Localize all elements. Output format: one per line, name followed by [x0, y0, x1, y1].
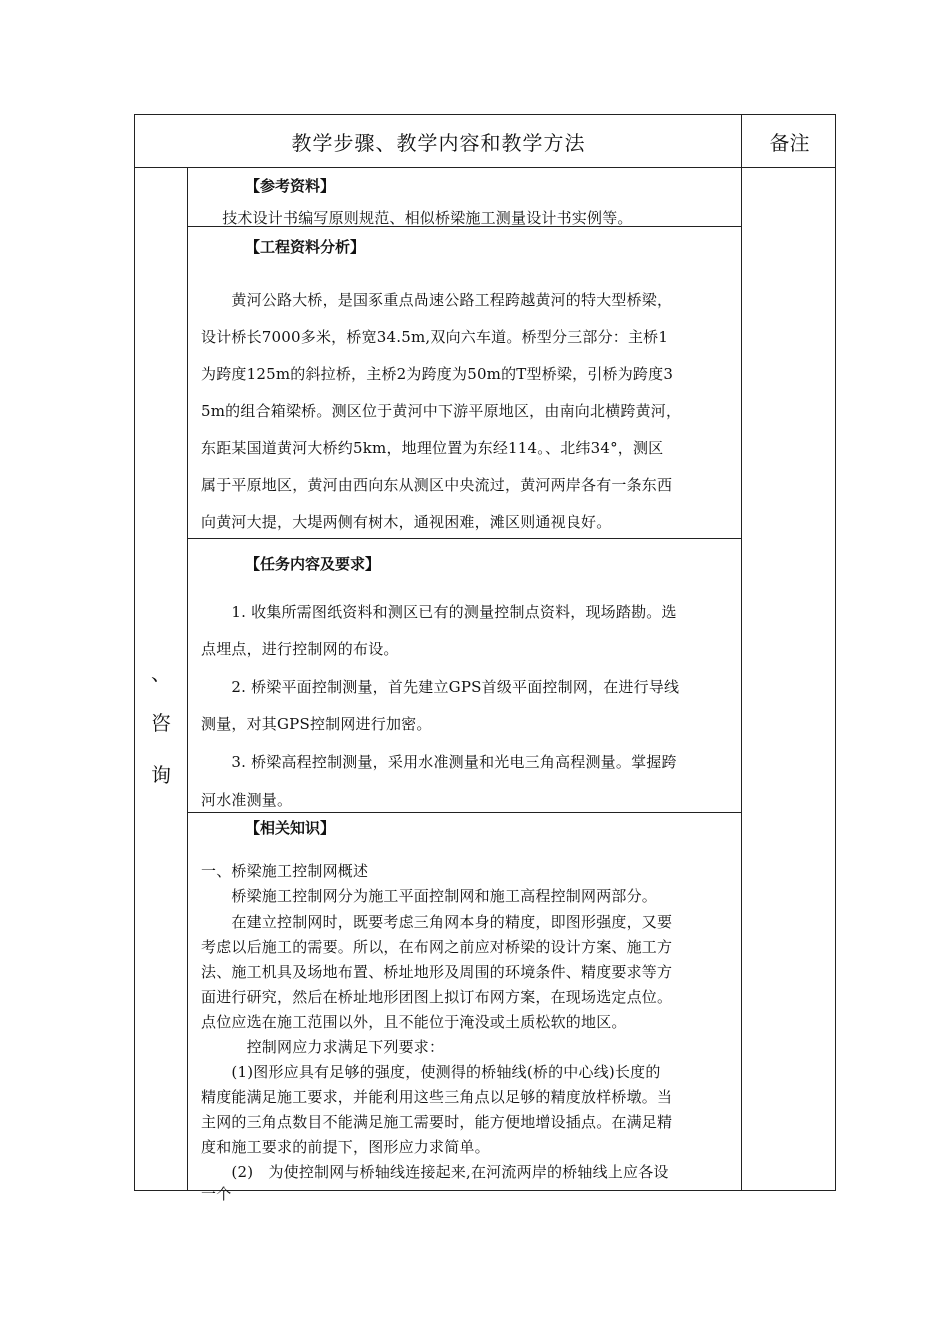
stage-char-3: 询 [151, 763, 171, 787]
text-line: 河水准测量。 [201, 791, 293, 809]
text-line: 黄河公路大桥，是国豖重点咼速公路工程跨越黄河的特大型桥梁， [201, 291, 673, 309]
text-line: 3. 桥梁高程控制测量，采用水准测量和光电三角高程测量。掌握跨 [201, 753, 677, 771]
text-line: 东距某国道黄河大桥约5km，地理位置为东经114。、北纬34°，测区 [201, 439, 664, 457]
section-engineering-analysis [187, 226, 742, 538]
text-line: (1)图形应具有足够的强度，使测得的桥轴线(桥的中心线)长度的 [201, 1063, 661, 1081]
text-line: 为跨度125m的斜拉桥，主桥2为跨度为50m的T型桥梁，引桥为跨度3 [201, 365, 674, 383]
section-title: 【任务内容及要求】 [245, 555, 381, 573]
text-line: 一个 [201, 1185, 232, 1203]
section-task-requirements [187, 538, 742, 812]
section-title: 【工程资料分析】 [245, 238, 366, 256]
text-line: 考虑以后施工的需要。所以，在布网之前应对桥梁的设计方案、施工方 [201, 938, 673, 956]
text-line: 2. 桥梁平面控制测量，首先建立GPS首级平面控制网，在进行导线 [201, 678, 680, 696]
section-related-knowledge [187, 812, 742, 1203]
text-line: 设计桥长7000多米，桥宽34.5m,双向六车道。桥型分三部分：主桥1 [201, 328, 669, 346]
stage-char-2: 咨 [151, 711, 171, 735]
text-line: 桥梁施工控制网分为施工平面控制网和施工高程控制网两部分。 [201, 887, 658, 905]
text-line: 测量，对其GPS控制网进行加密。 [201, 715, 432, 733]
text-line: 5m的组合箱梁桥。测区位于黄河中下游平原地区，由南向北横跨黄河， [201, 402, 682, 420]
text-line: 属于平原地区，黄河由西向东从测区中央流过，黄河两岸各有一条东西 [201, 476, 673, 494]
text-line: 主网的三角点数目不能满足施工需要时，能方便地增设插点。在满足精 [201, 1113, 673, 1131]
section-title: 【相关知识】 [245, 819, 336, 837]
text-line: 技术设计书编写原则规范、相似桥梁施工测量设计书实例等。 [207, 209, 633, 227]
text-line: 一、桥梁施工控制网概述 [201, 862, 369, 880]
text-line: 在建立控制网时，既要考虑三角网本身的精度，即图形强度，又要 [201, 913, 673, 931]
header-steps-title: 教学步骤、教学内容和教学方法 [291, 130, 586, 155]
text-line: 1. 收集所需图纸资料和测区已有的测量控制点资料，现场踏勘。选 [201, 603, 677, 621]
text-line: 点埋点，进行控制网的布设。 [201, 640, 399, 658]
text-line: 向黄河大提，大堤两侧有树木，通视困难，滩区则通视良好。 [201, 513, 612, 531]
stage-char-1: 、 [151, 661, 171, 685]
text-line: 控制网应力求满足下列要求： [201, 1038, 445, 1056]
text-line: 面进行研究，然后在桥址地形团图上拟订布网方案，在现场选定点位。 [201, 988, 673, 1006]
text-line: 法、施工机具及场地布置、桥址地形及周围的环境条件、精度要求等方 [201, 963, 673, 981]
header-note-title: 备注 [769, 130, 810, 155]
text-line: 精度能满足施工要求，并能利用这些三角点以足够的精度放样桥墩。当 [201, 1088, 673, 1106]
lesson-plan-table [134, 114, 836, 1203]
text-line: 点位应选在施工范围以外，且不能位于淹没或土质松软的地区。 [201, 1013, 627, 1031]
section-title: 【参考资料】 [245, 177, 336, 195]
text-line: (2) 为使控制网与桥轴线连接起来,在河流两岸的桥轴线上应各设 [201, 1163, 669, 1181]
text-line: 度和施工要求的前提下，图形应力求简单。 [201, 1138, 490, 1156]
section-references [187, 167, 742, 226]
stage-column [135, 167, 187, 1192]
